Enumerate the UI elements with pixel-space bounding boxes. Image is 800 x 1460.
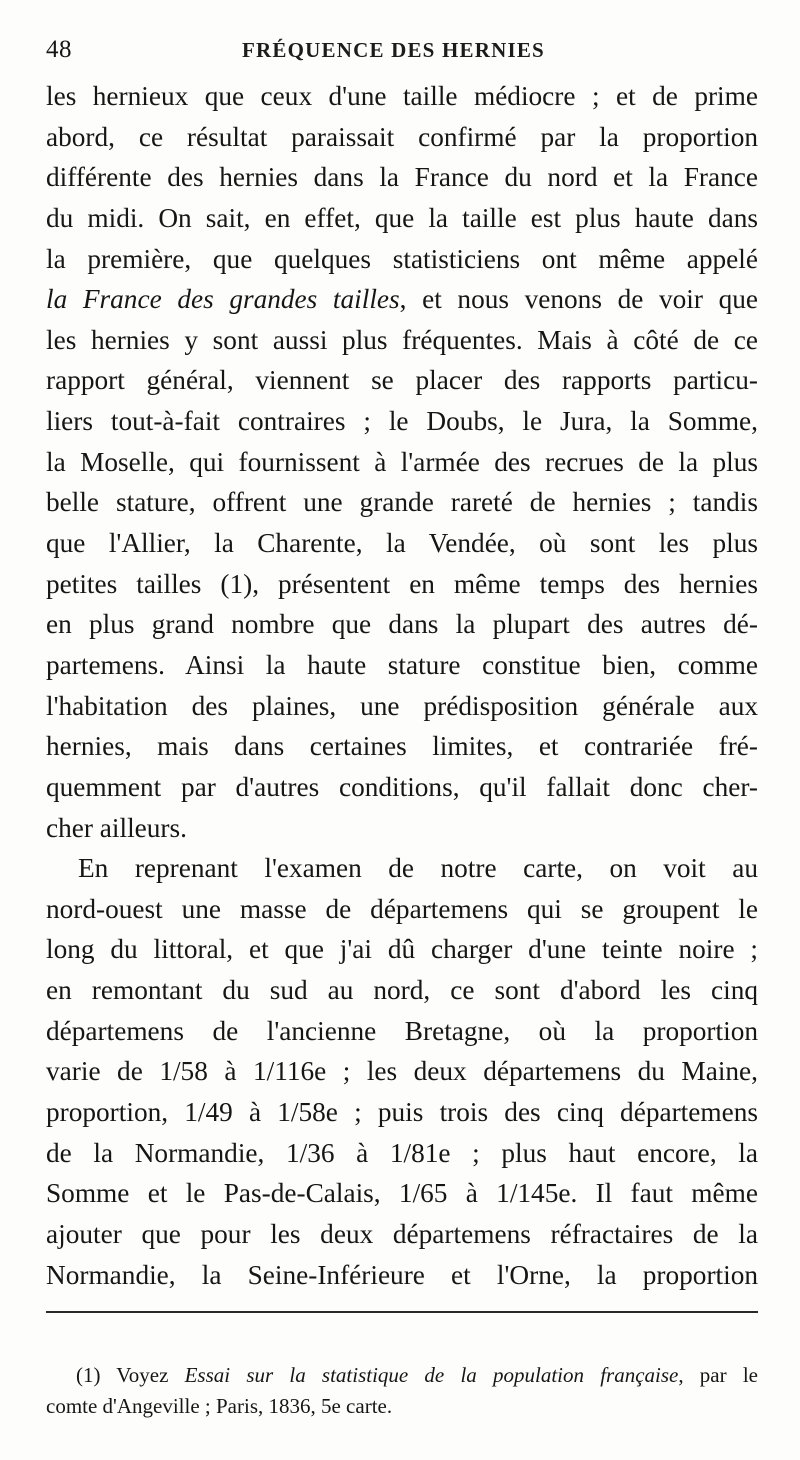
text-line: l'habitation des plaines, une prédisposition générale aux bbox=[46, 690, 758, 721]
footnote-cited-title: Essai sur la statistique de la population française bbox=[184, 1363, 679, 1387]
text-line: abord, ce résultat paraissait confirmé par la proportion bbox=[46, 121, 758, 152]
page-number: 48 bbox=[46, 36, 72, 63]
text-line-paragraph-end: cher ailleurs. bbox=[46, 812, 187, 843]
text-line: du midi. On sait, en effet, que la taille est plus haute dans bbox=[46, 202, 758, 233]
text-line: petites tailles (1), présentent en même temps des hernies bbox=[46, 568, 758, 599]
text-line: belle stature, offrent une grande rareté de hernies ; tandis bbox=[46, 487, 758, 518]
text-line: hernies, mais dans certaines limites, et contrariée fré- bbox=[46, 731, 758, 762]
text-line: liers tout-à-fait contraires ; le Doubs, le Jura, la Somme, bbox=[46, 406, 758, 437]
footnote bbox=[46, 1360, 758, 1422]
text-line-paragraph-start: En reprenant l'examen de notre carte, on voit au bbox=[78, 853, 758, 884]
text-line: rapport général, viennent se placer des rapports particu- bbox=[46, 365, 758, 396]
text-line: partemens. Ainsi la haute stature constitue bien, comme bbox=[46, 649, 758, 680]
text-line: les hernieux que ceux d'une taille médiocre ; et de prime bbox=[46, 81, 758, 111]
running-title: FRÉQUENCE DES HERNIES bbox=[242, 38, 545, 62]
text-line: ajouter que pour les deux départemens réfractaires de la bbox=[46, 1218, 758, 1249]
text-line: que l'Allier, la Charente, la Vendée, où sont les plus bbox=[46, 528, 758, 559]
text-line: proportion, 1/49 à 1/58e ; puis trois des cinq départemens bbox=[46, 1097, 758, 1128]
text-line: la Moselle, qui fournissent à l'armée des recrues de la plus bbox=[46, 446, 758, 477]
text-line: en remontant du sud au nord, ce sont d'abord les cinq bbox=[46, 975, 758, 1006]
text-line: nord-ouest une masse de départemens qui se groupent le bbox=[46, 893, 758, 924]
text-line: Somme et le Pas-de-Calais, 1/65 à 1/145e. Il faut même bbox=[46, 1178, 758, 1209]
text-line: les hernies y sont aussi plus fréquentes. Mais à côté de ce bbox=[46, 324, 758, 355]
text-line: long du littoral, et que j'ai dû charger d'une teinte noire ; bbox=[46, 934, 758, 965]
text-line: quemment par d'autres conditions, qu'il fallait donc cher- bbox=[46, 771, 758, 802]
italic-phrase: la France des grandes tailles bbox=[46, 284, 400, 315]
running-head bbox=[46, 36, 756, 72]
footnote-marker: (1) Voyez bbox=[76, 1363, 185, 1387]
text-line: départemens de l'ancienne Bretagne, où la proportion bbox=[46, 1015, 758, 1046]
footnote-rule bbox=[46, 1311, 758, 1313]
footnote-line bbox=[46, 1360, 758, 1391]
text-line: différente des hernies dans la France du nord et la France bbox=[46, 162, 758, 193]
text-line: Normandie, la Seine-Inférieure et l'Orne, la proportion bbox=[46, 1259, 758, 1290]
text-line: de la Normandie, 1/36 à 1/81e ; plus haut encore, la bbox=[46, 1137, 758, 1168]
text-line: la première, que quelques statisticiens ont même appelé bbox=[46, 243, 758, 274]
text-line: varie de 1/58 à 1/116e ; les deux départemens du Maine, bbox=[46, 1056, 758, 1087]
text-line-with-italic bbox=[46, 279, 758, 320]
text-line: en plus grand nombre que dans la plupart des autres dé- bbox=[46, 609, 758, 640]
footnote-text: , par le bbox=[678, 1363, 758, 1387]
body-text bbox=[46, 76, 758, 1295]
text-line-rest: , et nous venons de voir que bbox=[399, 284, 758, 315]
footnote-line: comte d'Angeville ; Paris, 1836, 5e carte. bbox=[46, 1394, 393, 1418]
